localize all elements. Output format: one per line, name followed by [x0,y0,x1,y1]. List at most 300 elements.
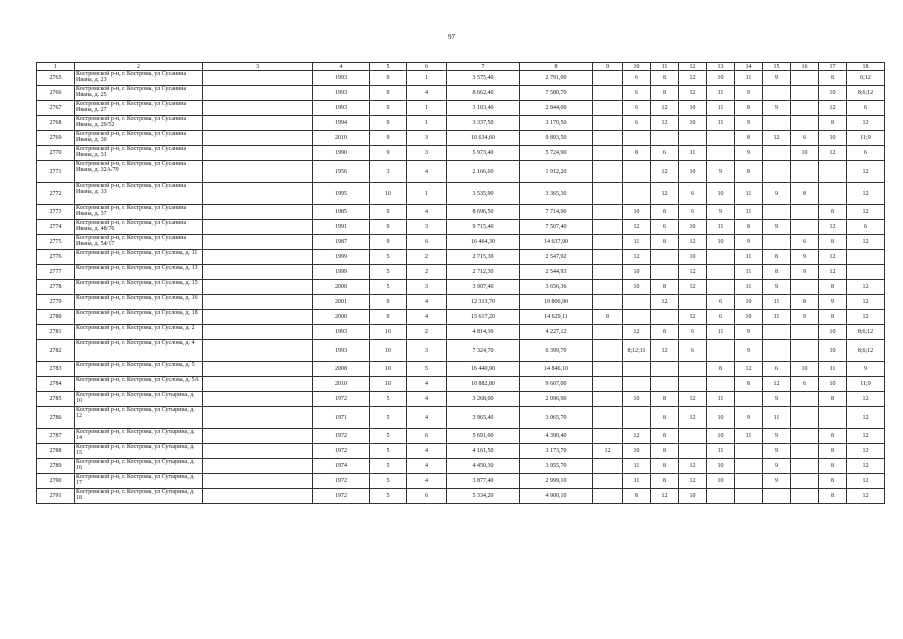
col12-cell [679,131,707,146]
col18-cell: 12 [847,459,885,474]
col10-cell: 6 [623,86,651,101]
col16-cell [791,392,819,407]
entrances-cell: 6 [407,489,447,504]
col12-cell [679,295,707,310]
col14-cell: 11 [735,280,763,295]
living-area-cell: 14 846,10 [520,362,593,377]
year-cell: 1972 [313,392,370,407]
entrances-cell: 2 [407,325,447,340]
col13-cell: 10 [707,474,735,489]
table-row [37,146,885,161]
col18-cell: 11;9 [847,131,885,146]
col14-cell: 9 [735,325,763,340]
col17-cell: 12 [819,146,847,161]
col17-cell: 12 [819,265,847,280]
total-area-cell: 10 882,80 [447,377,520,392]
col18-cell [847,250,885,265]
col3-cell [203,161,313,183]
address-cell: Костромской р-н, г. Кострома, ул Сусанина Ивана, д. 54/17 [75,235,203,250]
column-number: 17 [819,63,847,71]
living-area-cell: 6 399,70 [520,340,593,362]
col17-cell: 8 [819,235,847,250]
col3-cell [203,489,313,504]
col13-cell [707,146,735,161]
col18-cell: 6 [847,220,885,235]
year-cell: 1993 [313,340,370,362]
col14-cell: 9 [735,146,763,161]
floors-cell: 5 [370,280,407,295]
col11-cell: 8 [651,71,679,86]
total-area-cell: 3 907,40 [447,280,520,295]
col14-cell: 11 [735,205,763,220]
year-cell: 1985 [313,205,370,220]
living-area-cell: 9 893,50 [520,131,593,146]
row-number: 2786 [37,407,75,429]
address-cell: Костромской р-н, г. Кострома, ул Сусанина Ивана, д. 29/52 [75,116,203,131]
col13-cell [707,340,735,362]
address-cell: Костромской р-н, г. Кострома, ул Суслова, д. 13 [75,265,203,280]
col15-cell: 11 [763,295,791,310]
col14-cell [735,444,763,459]
col9-cell [593,146,623,161]
floors-cell: 9 [370,220,407,235]
col15-cell: 9 [763,71,791,86]
column-number: 14 [735,63,763,71]
col18-cell: 12 [847,280,885,295]
col9-cell [593,131,623,146]
col16-cell: 9 [791,250,819,265]
floors-cell: 10 [370,325,407,340]
col10-cell: 12 [623,429,651,444]
table-row [37,362,885,377]
entrances-cell: 3 [407,131,447,146]
address-cell: Костромской р-н, г. Кострома, ул Сутырина, д. 18 [75,489,203,504]
col15-cell [763,340,791,362]
column-number: 7 [447,63,520,71]
col15-cell: 9 [763,220,791,235]
floors-cell: 5 [370,474,407,489]
col9-cell: 12 [593,444,623,459]
col11-cell: 6 [651,146,679,161]
address-cell: Костромской р-н, г. Кострома, ул Сутырина, д. 17 [75,474,203,489]
col9-cell [593,489,623,504]
year-cell: 1993 [313,101,370,116]
col3-cell [203,235,313,250]
year-cell: 1972 [313,444,370,459]
col16-cell: 8 [791,295,819,310]
col16-cell: 10 [791,146,819,161]
col13-cell: 9 [707,205,735,220]
col9-cell [593,362,623,377]
col9-cell [593,250,623,265]
col3-cell [203,265,313,280]
col15-cell: 11 [763,310,791,325]
entrances-cell: 2 [407,265,447,280]
table-row [37,280,885,295]
col15-cell [763,146,791,161]
address-cell: Костромской р-н, г. Кострома, ул Суслова, д. 4 [75,340,203,362]
total-area-cell: 3 337,50 [447,116,520,131]
col17-cell: 10 [819,377,847,392]
registry-body [37,63,885,504]
col15-cell [763,325,791,340]
year-cell: 1990 [313,146,370,161]
col17-cell: 12 [819,101,847,116]
address-cell: Костромской р-н, г. Кострома, ул Сутырина, д. 14 [75,429,203,444]
floors-cell: 3 [370,161,407,183]
col18-cell: 12 [847,429,885,444]
entrances-cell: 6 [407,235,447,250]
col17-cell: 11 [819,362,847,377]
col13-cell: 6 [707,310,735,325]
floors-cell: 9 [370,86,407,101]
col10-cell [623,161,651,183]
col18-cell: 6;12 [847,71,885,86]
col17-cell: 8 [819,489,847,504]
year-cell: 1991 [313,220,370,235]
col14-cell [735,489,763,504]
col14-cell [735,459,763,474]
col9-cell [593,86,623,101]
col14-cell: 8 [735,161,763,183]
col15-cell: 9 [763,101,791,116]
table-row [37,392,885,407]
col15-cell: 8 [763,250,791,265]
floors-cell: 9 [370,146,407,161]
housing-registry-table [36,62,885,504]
floors-cell: 5 [370,459,407,474]
living-area-cell: 2 544,93 [520,265,593,280]
col9-cell [593,474,623,489]
col9-cell [593,161,623,183]
col16-cell [791,161,819,183]
living-area-cell: 2 547,92 [520,250,593,265]
col10-cell: 10 [623,265,651,280]
col3-cell [203,250,313,265]
address-cell: Костромской р-н, г. Кострома, ул Суслова, д. 18 [75,310,203,325]
year-cell: 1972 [313,489,370,504]
total-area-cell: 8 696,50 [447,205,520,220]
col13-cell: 11 [707,101,735,116]
table-row [37,407,885,429]
address-cell: Костромской р-н, г. Кострома, ул Суслова, д. 15 [75,280,203,295]
col3-cell [203,377,313,392]
col11-cell: 12 [651,295,679,310]
living-area-cell: 7 507,40 [520,220,593,235]
col13-cell: 10 [707,71,735,86]
col9-cell [593,183,623,205]
column-number: 11 [651,63,679,71]
col13-cell: 10 [707,429,735,444]
col11-cell: 12 [651,340,679,362]
col13-cell: 10 [707,183,735,205]
col17-cell: 8 [819,310,847,325]
floors-cell: 5 [370,429,407,444]
total-area-cell: 3 535,90 [447,183,520,205]
col13-cell [707,250,735,265]
col11-cell: 8 [651,205,679,220]
col16-cell: 6 [791,131,819,146]
row-number: 2778 [37,280,75,295]
row-number: 2767 [37,101,75,116]
col12-cell: 6 [679,205,707,220]
row-number: 2784 [37,377,75,392]
col14-cell: 10 [735,295,763,310]
col18-cell: 12 [847,116,885,131]
col9-cell [593,392,623,407]
col18-cell: 12 [847,161,885,183]
column-number-row [37,63,885,71]
col15-cell: 6 [763,362,791,377]
col9-cell [593,377,623,392]
living-area-cell: 3 065,70 [520,407,593,429]
living-area-cell: 1 912,20 [520,161,593,183]
year-cell: 1995 [313,183,370,205]
col17-cell [819,161,847,183]
living-area-cell: 2 791,00 [520,71,593,86]
col15-cell: 8 [763,265,791,280]
year-cell: 1972 [313,429,370,444]
col12-cell: 12 [679,71,707,86]
col18-cell: 12 [847,444,885,459]
floors-cell: 5 [370,489,407,504]
col10-cell: 6 [623,101,651,116]
row-number: 2768 [37,116,75,131]
col10-cell: 10 [623,392,651,407]
col13-cell [707,280,735,295]
living-area-cell: 2 999,10 [520,474,593,489]
address-cell: Костромской р-н, г. Кострома, ул Суслова, д. 16 [75,295,203,310]
col9-cell [593,235,623,250]
col12-cell: 10 [679,116,707,131]
col12-cell: 6 [679,183,707,205]
address-cell: Костромской р-н, г. Кострома, ул Суслова, д. 5 [75,362,203,377]
living-area-cell: 3 365,30 [520,183,593,205]
col12-cell: 12 [679,310,707,325]
floors-cell: 10 [370,183,407,205]
col18-cell: 8;6;12 [847,340,885,362]
col12-cell: 10 [679,161,707,183]
col14-cell [735,392,763,407]
col12-cell: 12 [679,407,707,429]
col14-cell: 11 [735,183,763,205]
floors-cell: 9 [370,205,407,220]
col9-cell [593,325,623,340]
floors-cell: 5 [370,392,407,407]
table-row [37,131,885,146]
col3-cell [203,392,313,407]
floors-cell: 10 [370,340,407,362]
entrances-cell: 4 [407,444,447,459]
total-area-cell: 16 440,90 [447,362,520,377]
col15-cell: 9 [763,444,791,459]
col17-cell: 8 [819,444,847,459]
col10-cell: 10 [623,444,651,459]
col18-cell: 12 [847,205,885,220]
col3-cell [203,71,313,86]
col3-cell [203,101,313,116]
col10-cell: 11 [623,474,651,489]
column-number: 16 [791,63,819,71]
col15-cell: 12 [763,131,791,146]
col10-cell: 10 [623,205,651,220]
col10-cell: 8;12;11 [623,340,651,362]
col15-cell: 9 [763,183,791,205]
col13-cell: 10 [707,459,735,474]
living-area-cell: 4 900,10 [520,489,593,504]
col16-cell [791,86,819,101]
year-cell: 1974 [313,459,370,474]
address-cell: Костромской р-н, г. Кострома, ул Сусанина Ивана, д. 48/76 [75,220,203,235]
total-area-cell: 3 965,40 [447,407,520,429]
col13-cell: 11 [707,325,735,340]
col18-cell: 12 [847,474,885,489]
col15-cell: 11 [763,407,791,429]
col17-cell: 9 [819,295,847,310]
col10-cell: 8 [623,489,651,504]
total-area-cell: 8 662,40 [447,86,520,101]
year-cell: 2000 [313,280,370,295]
entrances-cell: 1 [407,71,447,86]
entrances-cell: 3 [407,146,447,161]
col9-cell [593,101,623,116]
table-row [37,325,885,340]
entrances-cell: 4 [407,407,447,429]
col17-cell: 8 [819,205,847,220]
year-cell: 1993 [313,325,370,340]
living-area-cell: 3 656,36 [520,280,593,295]
living-area-cell: 2 844,00 [520,101,593,116]
address-cell: Костромской р-н, г. Кострома, ул Сусанина Ивана, д. 31 [75,146,203,161]
entrances-cell: 4 [407,474,447,489]
col3-cell [203,131,313,146]
row-number: 2765 [37,71,75,86]
col9-cell [593,280,623,295]
column-number: 15 [763,63,791,71]
year-cell: 1971 [313,407,370,429]
row-number: 2774 [37,220,75,235]
col17-cell: 10 [819,131,847,146]
year-cell: 2010 [313,131,370,146]
total-area-cell: 2 712,30 [447,265,520,280]
col12-cell: 6 [679,340,707,362]
year-cell: 1993 [313,86,370,101]
total-area-cell: 2 715,30 [447,250,520,265]
col16-cell [791,407,819,429]
col16-cell [791,280,819,295]
col14-cell: 8 [735,377,763,392]
column-number: 1 [37,63,75,71]
entrances-cell: 4 [407,459,447,474]
col11-cell: 12 [651,183,679,205]
col9-cell [593,205,623,220]
total-area-cell: 5 973,40 [447,146,520,161]
col15-cell [763,116,791,131]
row-number: 2771 [37,161,75,183]
col16-cell: 10 [791,362,819,377]
col10-cell: 6 [623,116,651,131]
row-number: 2770 [37,146,75,161]
floors-cell: 10 [370,362,407,377]
year-cell: 2008 [313,362,370,377]
col18-cell: 12 [847,407,885,429]
col14-cell: 9 [735,116,763,131]
col18-cell: 9 [847,362,885,377]
year-cell: 1994 [313,116,370,131]
table-row [37,183,885,205]
row-number: 2777 [37,265,75,280]
col3-cell [203,444,313,459]
col11-cell: 8 [651,325,679,340]
col13-cell: 11 [707,116,735,131]
col10-cell: 10 [623,280,651,295]
table-row [37,265,885,280]
total-area-cell: 3 103,40 [447,101,520,116]
col11-cell: 8 [651,474,679,489]
total-area-cell: 5 334,20 [447,489,520,504]
col18-cell: 8;6;12 [847,325,885,340]
col16-cell [791,429,819,444]
col9-cell [593,220,623,235]
total-area-cell: 4 161,50 [447,444,520,459]
address-cell: Костромской р-н, г. Кострома, ул Сусанина Ивана, д. 32А/79 [75,161,203,183]
address-cell: Костромской р-н, г. Кострома, ул Сутырина, д. 15 [75,444,203,459]
row-number: 2775 [37,235,75,250]
col18-cell: 8;6;12 [847,86,885,101]
table-row [37,474,885,489]
col17-cell: 12 [819,220,847,235]
total-area-cell: 3 268,00 [447,392,520,407]
year-cell: 1993 [313,71,370,86]
col12-cell: 6 [679,325,707,340]
col15-cell: 9 [763,392,791,407]
total-area-cell: 3 575,40 [447,71,520,86]
table-row [37,205,885,220]
col3-cell [203,116,313,131]
col14-cell: 12 [735,362,763,377]
col3-cell [203,459,313,474]
col17-cell: 8 [819,116,847,131]
col17-cell: 10 [819,325,847,340]
col15-cell: 9 [763,280,791,295]
table-row [37,71,885,86]
col12-cell: 12 [679,86,707,101]
col10-cell [623,362,651,377]
col13-cell: 11 [707,220,735,235]
column-number: 6 [407,63,447,71]
entrances-cell: 3 [407,220,447,235]
address-cell: Костромской р-н, г. Кострома, ул Суслова, д. 11 [75,250,203,265]
col10-cell: 12 [623,325,651,340]
col13-cell [707,265,735,280]
col11-cell [651,265,679,280]
living-area-cell: 10 806,90 [520,295,593,310]
page-number: 97 [448,33,455,41]
col18-cell [847,265,885,280]
address-cell: Костромской р-н, г. Кострома, ул Сутырина, д. 12 [75,407,203,429]
col18-cell: 12 [847,489,885,504]
total-area-cell: 7 324,70 [447,340,520,362]
col12-cell [679,362,707,377]
col12-cell: 10 [679,101,707,116]
col17-cell: 10 [819,86,847,101]
col17-cell: 8 [819,392,847,407]
table-row [37,340,885,362]
col16-cell [791,444,819,459]
row-number: 2776 [37,250,75,265]
table-row [37,489,885,504]
row-number: 2783 [37,362,75,377]
